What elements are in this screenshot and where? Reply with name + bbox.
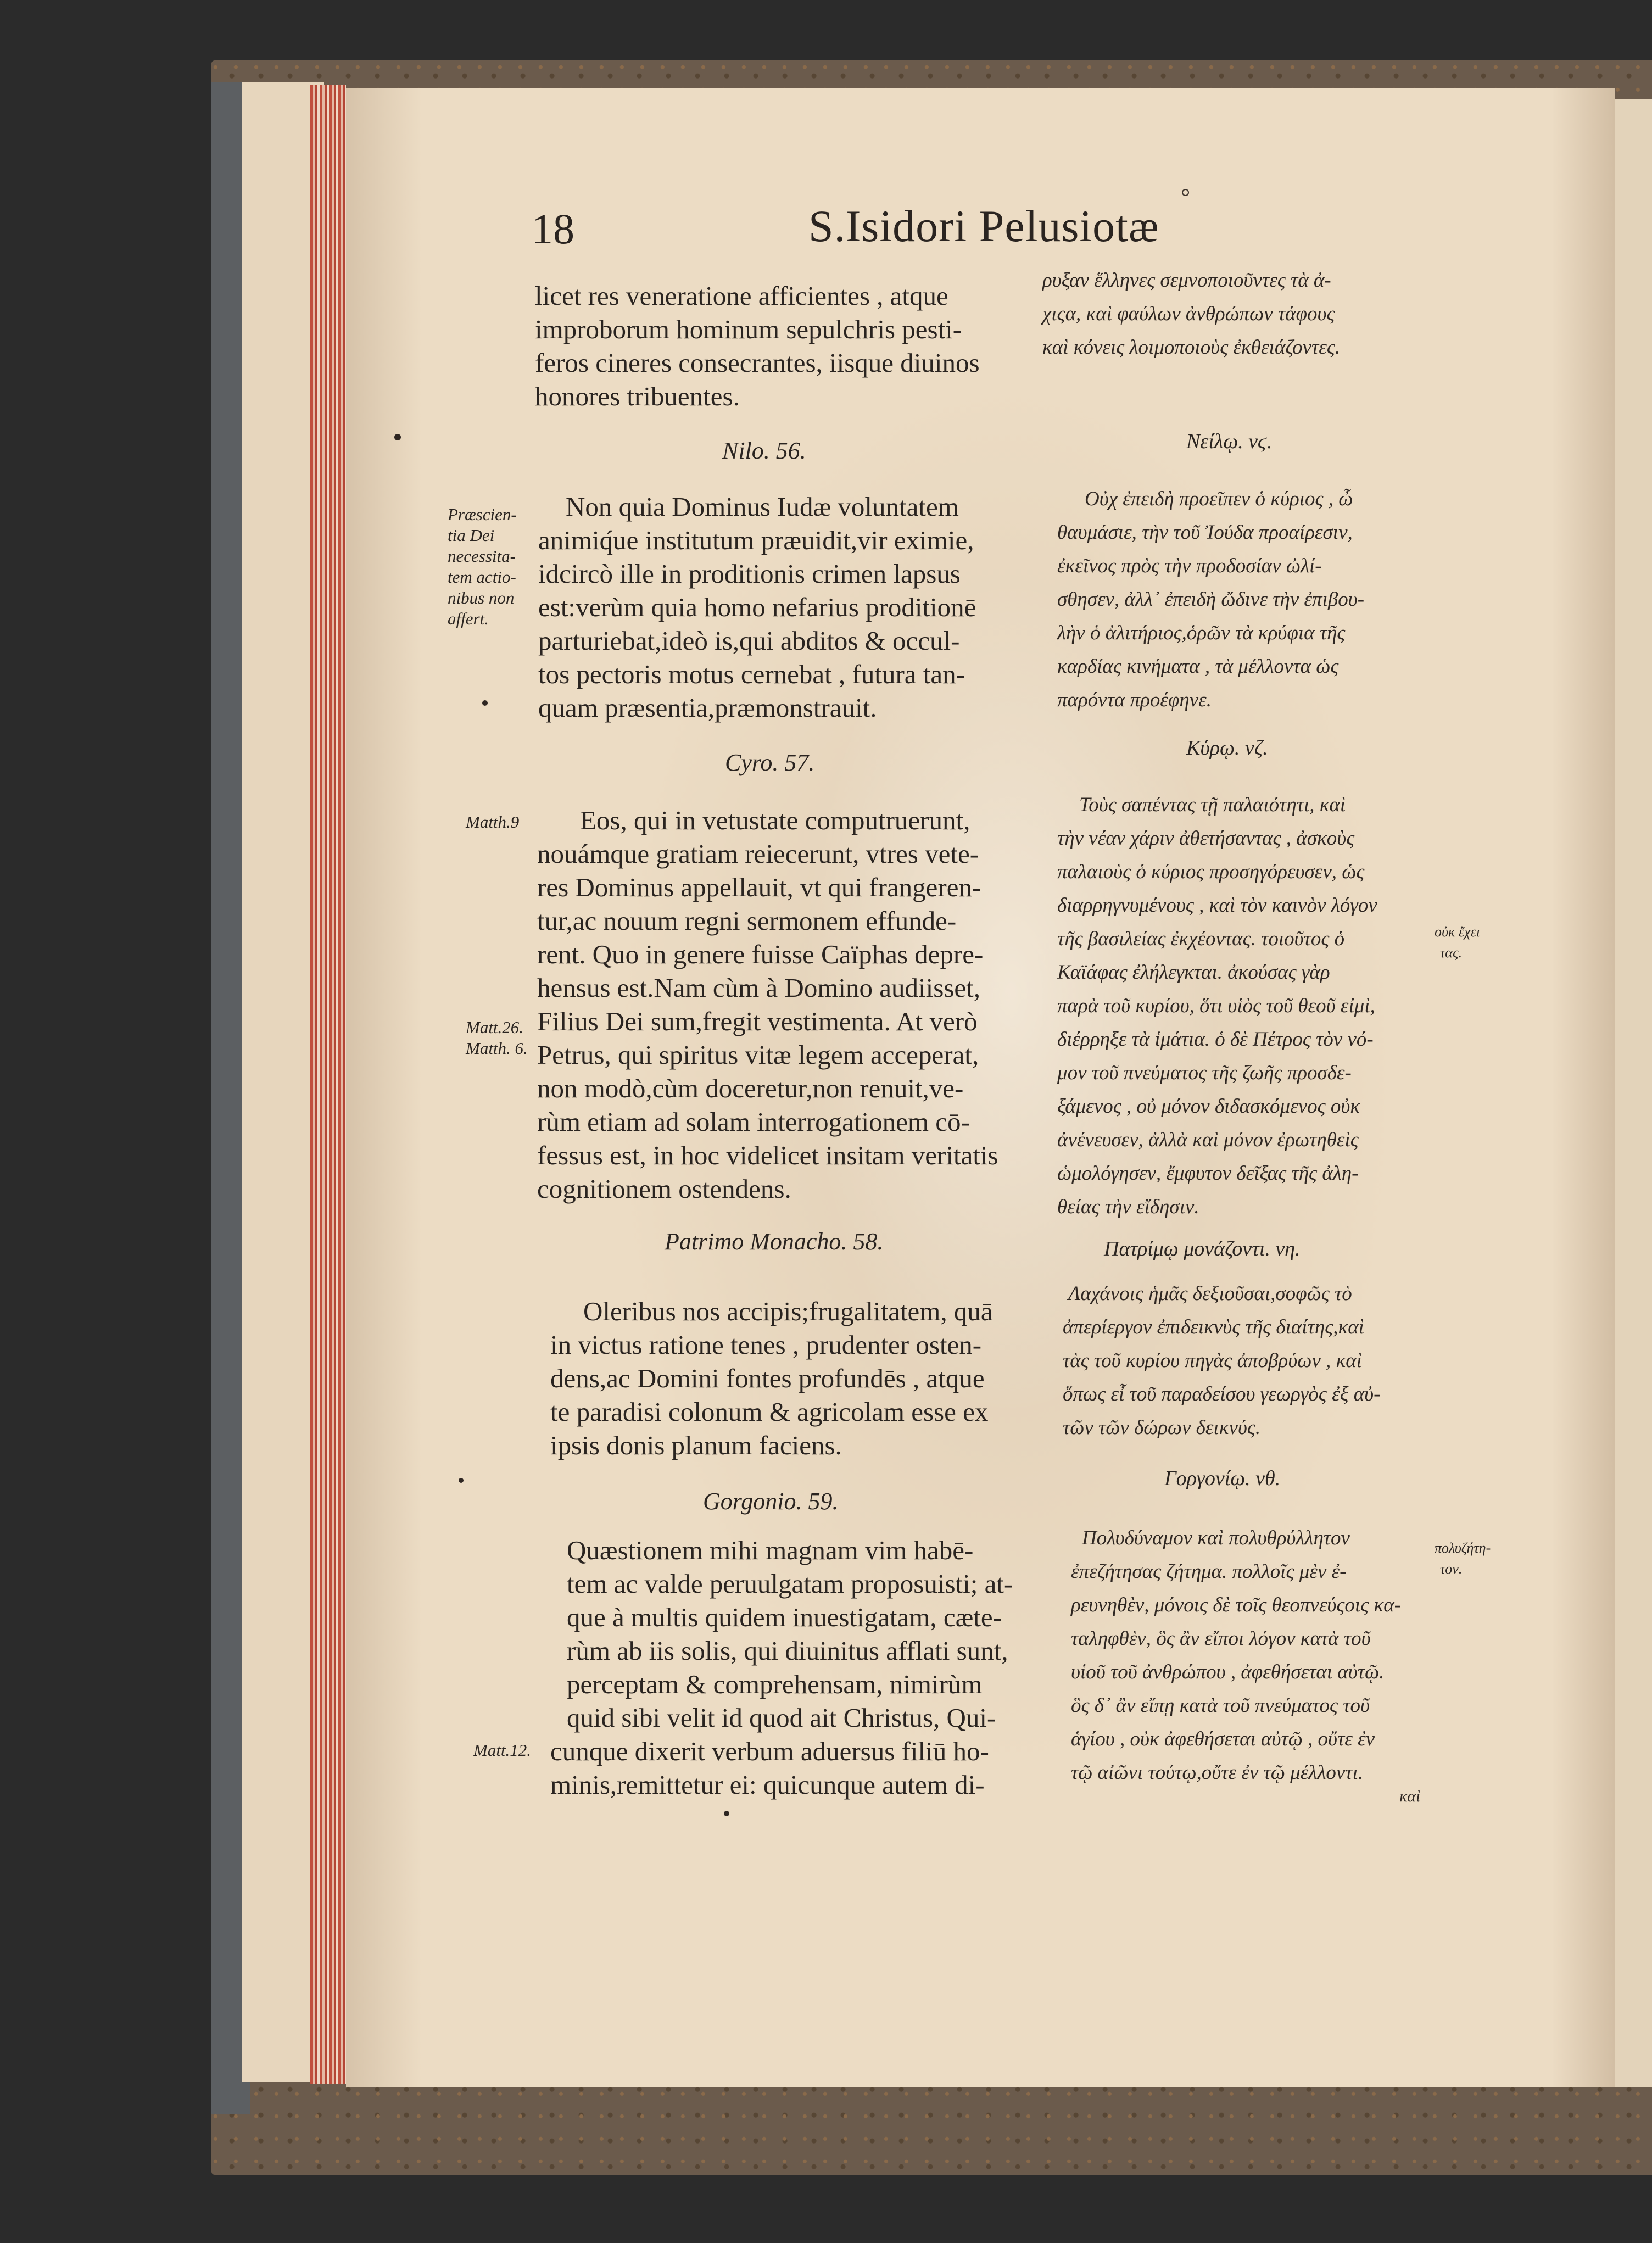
paper-speck bbox=[394, 434, 401, 440]
greek-paragraph-56: Οὐχ ἐπειδὴ προεῖπεν ὁ κύριος , ὦ θαυμάσιε, τὴν τοῦ Ἰούδα προαίρεσιν, ἐκεῖνος πρὸς τὴν προδοσίαν ὠλί- σθησεν, ἀλλ᾽ ἐπειδὴ ὤδινε τὴν ἐπιβου- λὴν ὁ ἀλιτήριος,ὁρῶν τὰ κρύφια τῆς καρδίας κινήματα , τὰ μέλλοντα ὡς παρόντα προέφηνε. bbox=[1057, 488, 1365, 711]
latin-paragraph-56: Non quia Dominus Iudæ voluntatem animiq́ue institutum præuidit,vir eximie, idcircò ille in proditionis crimen lapsus est:verùm quia homo nefarius proditionē parturiebat,ideò is,qui abditos & occul- tos pectoris motus cernebat , futura tan- quam præsentia,præmonstrauit. bbox=[538, 492, 976, 723]
latin-heading-59: Gorgonio. 59. bbox=[703, 1488, 839, 1515]
paper-speck bbox=[459, 1478, 464, 1483]
greek-heading-56: Νείλῳ. νϛ. bbox=[1186, 430, 1273, 453]
greek-heading-57: Κύρῳ. νζ. bbox=[1186, 736, 1268, 760]
greek-heading-59: Γοργονίῳ. νθ. bbox=[1164, 1467, 1281, 1490]
greek-paragraph-59: Πολυδύναμον καὶ πολυθρύλλητον ἐπεζήτησας ζήτημα. πολλοῖς μὲν ἐ- ρευνηθὲν, μόνοις δὲ τοῖς θεοπνεύςοις κα- ταληφθὲν, ὃς ἂν εἴποι λόγον κατὰ τοῦ υἱοῦ τοῦ ἀνθρώπου , ἀφεθήσεται αὐτῷ. ὃς δ᾽ ἂν εἴπῃ κατὰ τοῦ πνεύματος τοῦ ἁγίου , οὐκ ἀφεθήσεται αὐτῷ , οὔτε ἐν τῷ αἰῶνι τούτῳ,οὔτε ἐν τῷ μέλλοντι. bbox=[1071, 1527, 1401, 1784]
margin-note-praescientia: Præscien- tia Dei necessita- tem actio- nibus non affert. bbox=[448, 505, 517, 628]
margin-ref-matth-9: Matth.9 bbox=[466, 812, 520, 832]
margin-ref-matt-26: Matt.26. bbox=[466, 1018, 524, 1037]
paper-speck bbox=[1182, 189, 1189, 196]
greek-paragraph-58: Λαχάνοις ἡμᾶς δεξιοῦσαι,σοφῶς τὸ ἀπερίεργον ἐπιδεικνὺς τῆς διαίτης,καὶ τὰς τοῦ κυρίου πηγὰς ἀποβρύων , καὶ ὅπως εἶ τοῦ παραδείσου γεωργὸς ἐξ αὐ- τῶν τῶν δώρων δεικνύς. bbox=[1063, 1282, 1381, 1439]
margin-ref-matth-6: Matth. 6. bbox=[466, 1039, 528, 1058]
page-number: 18 bbox=[532, 205, 574, 253]
latin-paragraph-57: Eos, qui in vetustate computruerunt, nouámque gratiam reiecerunt, vtres vete- res Dominus appellauit, vt qui frangeren- tur,ac nouum regni sermonem effunde- rent. Quo in genere fuisse Caïphas depre- hensus est.Nam cùm à Domino audiisset, Filius Dei sum,fregit vestimenta. At verò Petrus, qui spiritus vitæ legem acceperat, non modò,cùm doceretur,non renuit,ve- rùm etiam ad solam interrogationem cō- fessus est, in hoc videlicet insitam veritatis cognitionem ostendens. bbox=[537, 805, 998, 1204]
running-title: S.Isidori Pelusiotæ bbox=[808, 201, 1159, 251]
latin-heading-58: Patrimo Monacho. 58. bbox=[665, 1228, 884, 1255]
greek-heading-58: Πατρίμῳ μονάζοντι. νη. bbox=[1104, 1237, 1301, 1260]
greek-paragraph-57: Τοὺς σαπέντας τῇ παλαιότητι, καὶ τὴν νέαν χάριν ἀθετήσαντας , ἀσκοὺς παλαιοὺς ὁ κύριος προσηγόρευσεν, ὡς διαρρηγνυμένους , καὶ τὸν καινὸν λόγον τῆς βασιλείας ἐκχέοντας. τοιοῦτος ὁ Καϊάφας ἐλήλεγκται. ἀκούσας γὰρ παρὰ τοῦ κυρίου, ὅτι υἱὸς τοῦ θεοῦ εἰμὶ, διέρρηξε τὰ ἱμάτια. ὁ δὲ Πέτρος τὸν νό- μον τοῦ πνεύματος τῆς ζωῆς προσδε- ξάμενος , οὐ μόνον διδασκόμενος οὐκ ἀνένευσεν, ἀλλὰ καὶ μόνον ἐρωτηθεὶς ὡμολόγησεν, ἔμφυτον δεῖξας τῆς ἀλη- θείας τὴν εἴδησιν. bbox=[1057, 794, 1377, 1218]
facing-page-edge bbox=[1615, 99, 1652, 2087]
catchword: καὶ bbox=[1399, 1787, 1421, 1805]
margin-note-greek-2: πολυζήτη- τον. bbox=[1435, 1540, 1491, 1577]
red-page-edges bbox=[310, 85, 346, 2084]
latin-heading-57: Cyro. 57. bbox=[725, 749, 815, 776]
paper-speck bbox=[482, 700, 488, 706]
latin-heading-56: Nilo. 56. bbox=[722, 437, 806, 464]
greek-paragraph-0: ρυξαν ἕλληνες σεμνοποιοῦντες τὰ ἀ- χιςα, καὶ φαύλων ἀνθρώπων τάφους καὶ κόνεις λοιμοποιοὺς ἐκθειάζοντες. bbox=[1042, 269, 1341, 359]
latin-paragraph-58: Oleribus nos accipis;frugalitatem, quā in victus ratione tenes , prudenter osten- dens,ac Domini fontes profundēs , atque te paradisi colonum & agricolam esse ex ipsis donis planum faciens. bbox=[550, 1296, 993, 1460]
latin-paragraph-59: Quæstionem mihi magnam vim habē- tem ac valde peruulgatam proposuisti; at- que à multis quidem inuestigatam, cæte- rùm ab iis solis, qui diuinitus afflati sunt, perceptam & comprehensam, nimirùm quid sibi velit id quod ait Christus, Qui- cunque dixerit verbum aduersus filiū ho- minis,remittetur ei: quicunque autem di- bbox=[550, 1535, 1013, 1800]
latin-paragraph-0: licet res veneratione afficientes , atque improborum hominum sepulchris pesti- feros cineres consecrantes, iisque diuinos honores tribuentes. bbox=[535, 281, 980, 411]
paper-speck bbox=[724, 1811, 729, 1816]
margin-ref-matt-12: Matt.12. bbox=[473, 1740, 532, 1760]
margin-note-greek-1: οὐκ ἔχει τας. bbox=[1435, 924, 1481, 961]
